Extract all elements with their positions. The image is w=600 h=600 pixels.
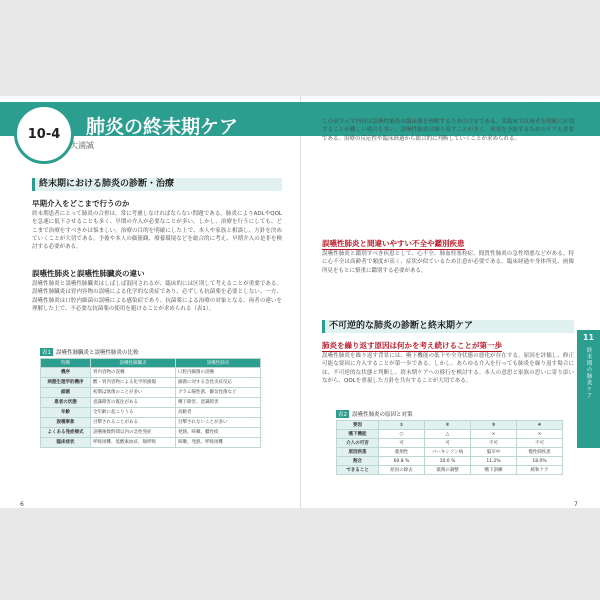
table-cell: 患者の状態	[41, 398, 91, 408]
page-number-right: 7	[574, 501, 578, 508]
paragraph-5: 誤嚥性肺炎を繰り返す背景には、嚥下機能の低下や全身状態の悪化が存在する。原因を評価し、修正可能な要因に介入することが第一歩である。しかし、あらゆる介入を行っても肺炎を繰り返す場合には、不可逆的な状態と判断し、終末期ケアへの移行を検討する。本人の意思と家族の思いに寄り添いながら、QOLを重視した方針を共有することが大切である。	[322, 353, 574, 384]
table-cell: 細菌	[41, 388, 91, 398]
page-number-left: 6	[20, 501, 24, 508]
chapter-author: 大浦誠	[70, 141, 94, 150]
table-cell: 発熱、咳嗽、膿性痰	[176, 428, 261, 438]
table-row	[337, 439, 563, 448]
table-cell: できること	[337, 466, 379, 475]
table2-caption	[336, 410, 413, 418]
table-cell: 嚥下機能	[337, 430, 379, 439]
section-heading-1: 終末期における肺炎の診断・治療	[32, 178, 282, 191]
table-cell: 薬剤の調整	[425, 466, 471, 475]
table-row	[41, 408, 261, 418]
running-head: 肺炎の終末期ケア	[531, 103, 572, 109]
table-cell: グラム陽性菌、嫌気性菌など	[176, 388, 261, 398]
table2-title: 誤嚥性肺炎の原因と対策	[352, 412, 413, 418]
table-cell: 初期は無菌のことが多い	[91, 388, 176, 398]
table-cell: 臨床症状	[41, 438, 91, 448]
table-cell: 緩和ケア	[517, 466, 563, 475]
table-cell: 原因の除去	[379, 466, 425, 475]
table-cell: 可	[379, 439, 425, 448]
table-cell: 咳嗽、発熱、呼吸困難	[176, 438, 261, 448]
table-cell: 胃内容物の誤嚥	[91, 368, 176, 378]
section-heading-2: 不可逆的な肺炎の診断と終末期ケア	[322, 320, 574, 333]
table-cell: 目撃されることがある	[91, 418, 176, 428]
table-cell: 誤嚥後数時間以内の急性発症	[91, 428, 176, 438]
table-header-cell: ②	[425, 421, 471, 430]
table-row	[41, 388, 261, 398]
table-cell: 嚥下障害、意識障害	[176, 398, 261, 408]
table-header-cell: 特徴	[41, 359, 91, 368]
table-cell: 全年齢に起こりうる	[91, 408, 176, 418]
table-cell: 細菌に対する急性炎症反応	[176, 378, 261, 388]
subheading-4: 肺炎を繰り返す原因は何かを考え続けることが第一歩	[322, 341, 502, 350]
table-header-cell: ④	[517, 421, 563, 430]
chapter-sub-number: -4	[45, 127, 61, 142]
subheading-3: 誤嚥性肺炎と間違いやすい不全や鑑別疾患	[322, 239, 465, 248]
table-row	[41, 398, 261, 408]
table-cell: 意識障害の既往がある	[91, 398, 176, 408]
table-row	[337, 430, 563, 439]
table-row	[41, 378, 261, 388]
chapter-number: 10	[27, 127, 46, 142]
table-cell: 原因疾患	[337, 448, 379, 457]
table-cell: よくある発症様式	[41, 428, 91, 438]
side-tab-label: 終末期の肺炎ケア	[585, 347, 592, 399]
paragraph-3: この表で示す内容は誤嚥性肺炎の臨床像を理解するための目安である。実臨床では両者を明確に区別することが難しい場合も多い。誤嚥性肺炎は繰り返すことが多く、再発を予防するためのケアも重要である。治療の反応性や臨床経過から総合的に判断していくことが求められる。	[322, 119, 574, 142]
table-header-cell: ③	[471, 421, 517, 430]
table-cell: 割合	[337, 457, 379, 466]
side-tab-number: 11	[582, 333, 595, 342]
table-cell: 病態生理学的機序	[41, 378, 91, 388]
chapter-title: 肺炎の終末期ケア	[86, 116, 239, 138]
table-cell: 口腔内細菌の誤嚥	[176, 368, 261, 378]
subheading-2: 誤嚥性肺炎と誤嚥性肺臓炎の違い	[32, 269, 145, 278]
table-header-cell: 誤嚥性肺臓炎	[91, 359, 176, 368]
table-row	[337, 466, 563, 475]
table-cell: 介入の可否	[337, 439, 379, 448]
table-cell: 年齢	[41, 408, 91, 418]
table-cell: 薬剤性	[379, 448, 425, 457]
paragraph-1: 終末期患者にとって肺炎の合併は、常に考慮しなければならない問題である。肺炎によりADLやQOLを急速に低下させることも多く、早期の介入が必要なことが多い。しかし、治療を行うにしても、どこまで治療をすべきかは悩ましい。治療の目的を明確にした上で、本人や家族と相談し、方針を決めていくことが大切である。予後や本人の価値観、療養環境などを総合的に考え、早期介入の是非を検討する必要がある。	[32, 211, 282, 251]
table-cell: 呼吸困難、低酸素血症、頻呼吸	[91, 438, 176, 448]
table-cell: 脳卒中	[471, 448, 517, 457]
table-cell: 誤嚥事象	[41, 418, 91, 428]
table-header-row	[337, 421, 563, 430]
table-row	[41, 428, 261, 438]
table-row	[41, 438, 261, 448]
table-cell: 可	[425, 439, 471, 448]
table-cell: ×	[471, 430, 517, 439]
table-cell: 機序	[41, 368, 91, 378]
table-header-cell: ①	[379, 421, 425, 430]
table-cell: △	[425, 430, 471, 439]
side-chapter-tab	[577, 330, 600, 448]
table-cell: 慢性肺疾患	[517, 448, 563, 457]
table-row	[41, 418, 261, 428]
table-2	[336, 420, 563, 475]
paragraph-4: 誤嚥性肺炎と鑑別すべき疾患として、心不全、肺血栓塞栓症、間質性肺炎の急性増悪などがある。特に心不全は高齢者で頻度が高く、症状が似ているため注意が必要である。臨床経過や身体所見、画像所見をもとに慎重に鑑別する必要がある。	[322, 251, 574, 274]
table-cell: 酸・胃内容物による化学的損傷	[91, 378, 176, 388]
table1-caption	[40, 348, 139, 356]
table-row	[41, 368, 261, 378]
table-cell: 10.0 %	[425, 457, 471, 466]
table-cell: 不可	[471, 439, 517, 448]
table-header-row	[41, 359, 261, 368]
chapter-badge	[14, 104, 74, 164]
table-1	[40, 358, 261, 448]
table1-title: 誤嚥性肺臓炎と誤嚥性肺炎の比較	[56, 350, 139, 356]
paragraph-2: 誤嚥性肺炎と誤嚥性肺臓炎はしばしば混同されるが、臨床的には区別して考えることが重要である。誤嚥性肺臓炎は胃内容物の誤嚥による化学的な炎症であり、必ずしも抗菌薬を必要としない。一方、誤嚥性肺炎は口腔内細菌の誤嚥による感染症であり、抗菌薬による治療の対象となる。両者の違いを理解した上で、不必要な抗菌薬の使用を避けることが求められる（表1）。	[32, 281, 282, 312]
table-cell: 11.2%	[471, 457, 517, 466]
table-cell: 目撃されないことが多い	[176, 418, 261, 428]
table-cell: 嚥下訓練	[471, 466, 517, 475]
table-row	[337, 448, 563, 457]
table-cell: 高齢者	[176, 408, 261, 418]
table2-tag: 表2	[338, 412, 347, 418]
table-row	[337, 457, 563, 466]
table-cell: パーキンソン病	[425, 448, 471, 457]
table-cell: 不可	[517, 439, 563, 448]
table-cell: 18.0%	[517, 457, 563, 466]
table-cell: ×	[517, 430, 563, 439]
subheading-1: 早期介入をどこまで行うのか	[32, 199, 130, 208]
table-header-cell: 要因	[337, 421, 379, 430]
table1-tag: 表1	[42, 350, 51, 356]
table-cell: ○	[379, 430, 425, 439]
table-header-cell: 誤嚥性肺炎	[176, 359, 261, 368]
table-cell: 60.8 %	[379, 457, 425, 466]
